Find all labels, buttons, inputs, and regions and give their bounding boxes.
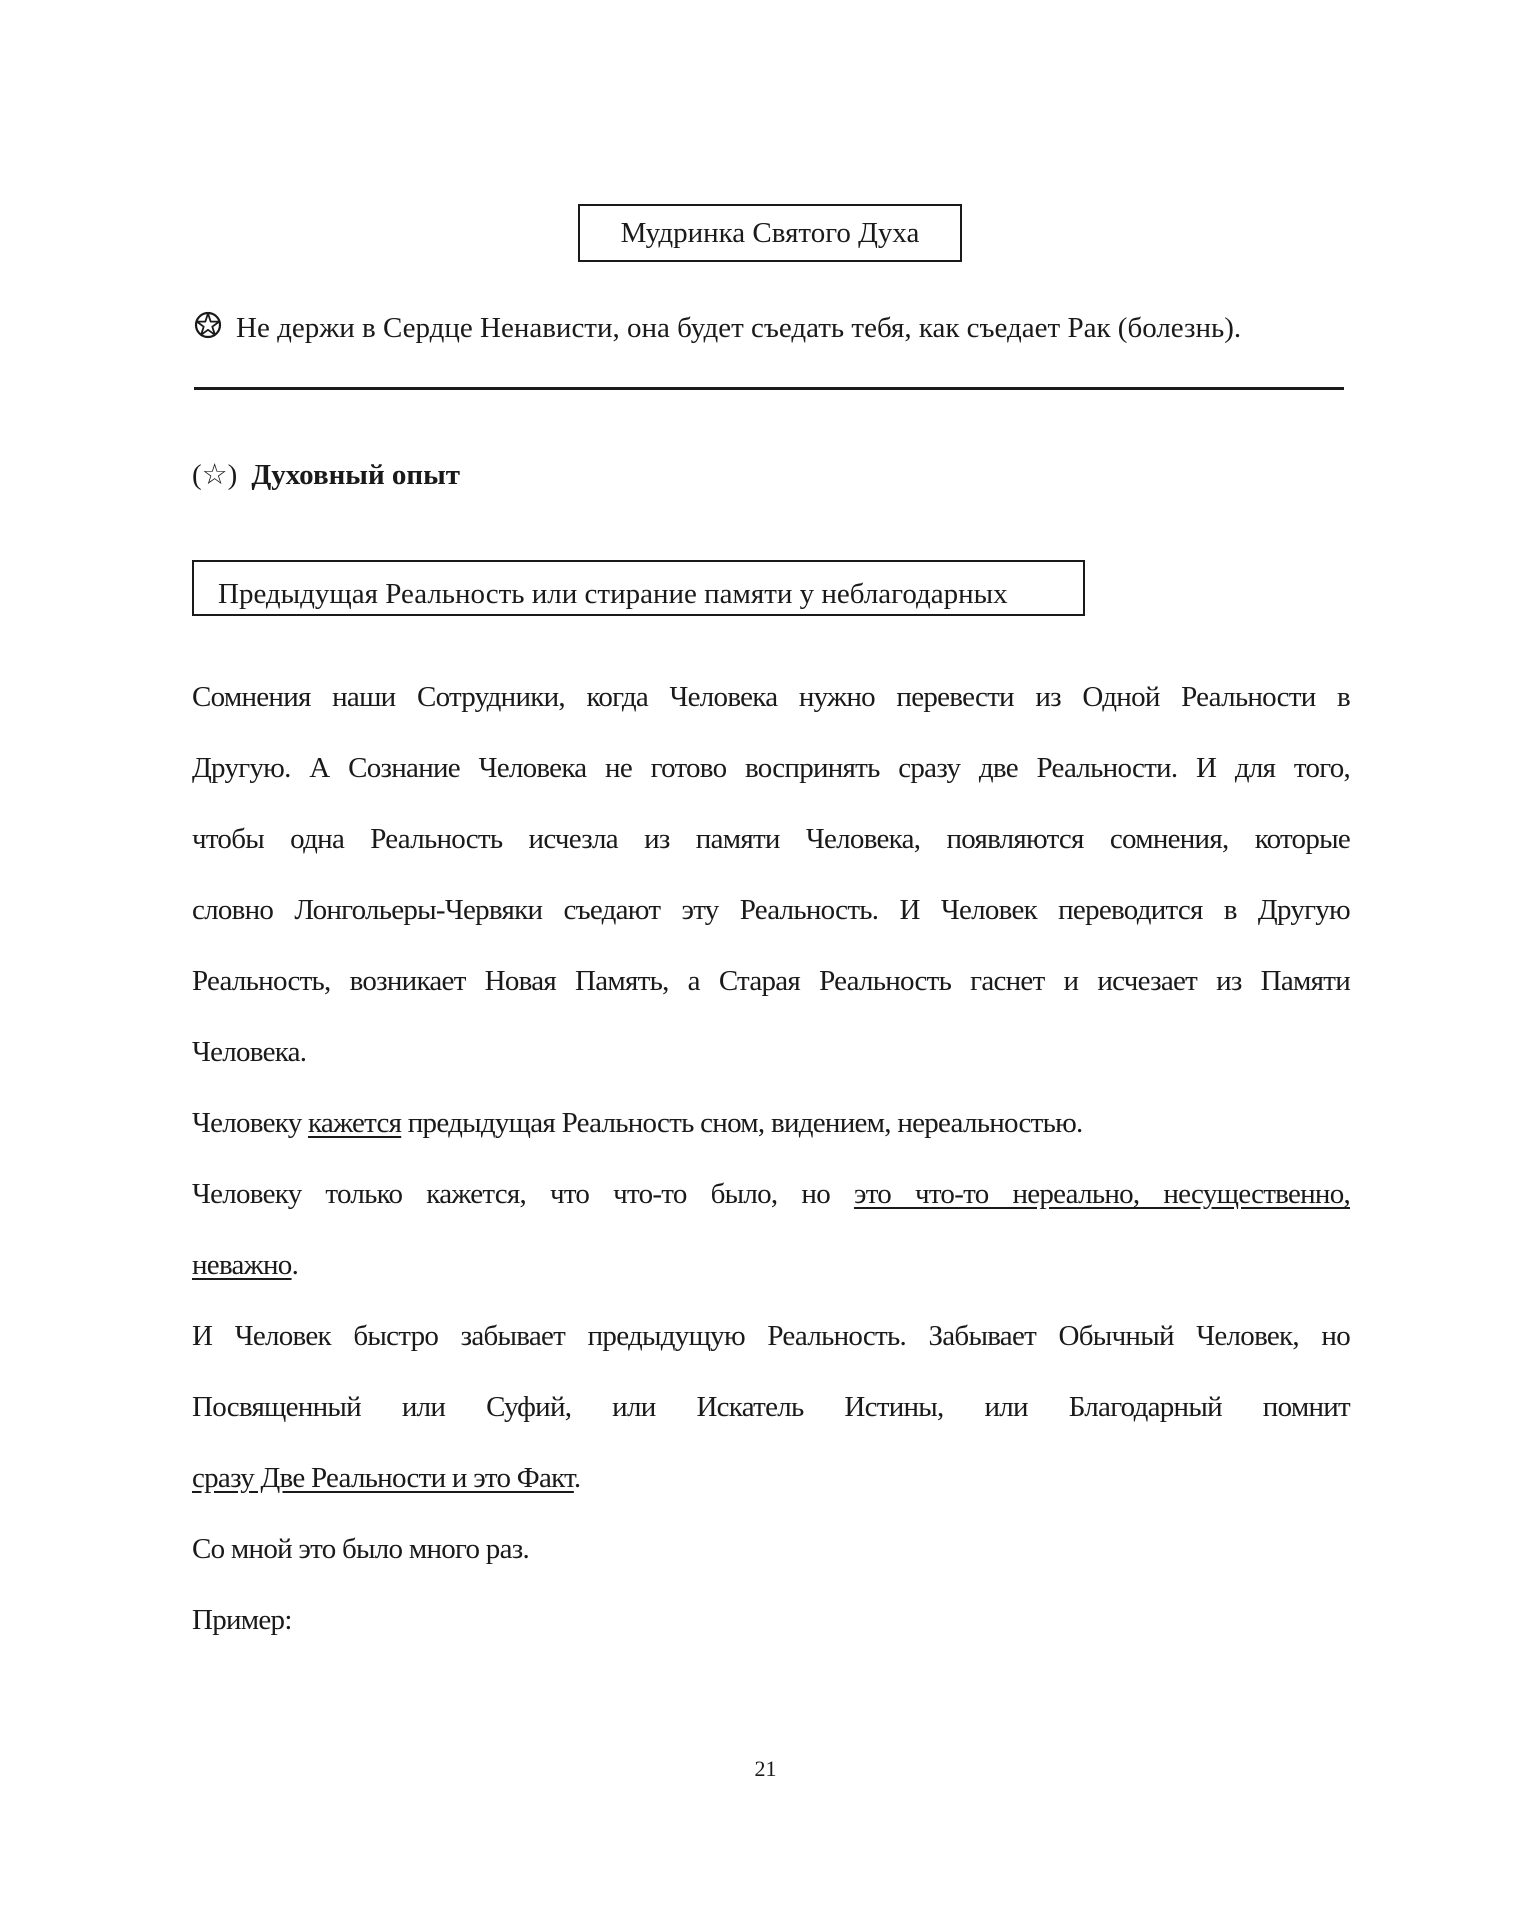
saying-line [194, 312, 1241, 345]
body-line: И Человек быстро забывает предыдущую Реальность. Забывает Обычный Человек, но [192, 1320, 1350, 1352]
text-run: . [573, 1462, 581, 1494]
wisdom-title-box [578, 204, 962, 262]
body-line [192, 1088, 1350, 1159]
divider-line [194, 387, 1344, 390]
underlined-text: это что-то нереально, несущественно, [853, 1178, 1350, 1210]
text-run: Человеку [192, 1107, 308, 1139]
body-line: Посвященный или Суфий, или Искатель Истины, или Благодарный помнит [192, 1391, 1350, 1423]
body-line: Со мной это было много раз. [192, 1533, 529, 1565]
underlined-text: неважно [192, 1249, 292, 1281]
section-star-marker: (☆) [192, 459, 238, 491]
body-line: словно Лонгольеры-Червяки съедают эту Реальность. И Человек переводится в Другую [192, 894, 1350, 926]
body-line: Другую. А Сознание Человека не готово воспринять сразу две Реальности. И для того, [192, 752, 1350, 784]
body-line: Пример: [192, 1604, 292, 1636]
body-line: Человека. [192, 1036, 307, 1068]
body-line [192, 1230, 1350, 1301]
body-line [192, 1159, 1350, 1230]
body-line [192, 1443, 1350, 1514]
pentagram-circle-icon [194, 311, 222, 339]
body-line: чтобы одна Реальность исчезла из памяти Человека, появляются сомнения, которые [192, 823, 1350, 855]
text-run: предыдущая Реальность сном, видением, нереальностью. [401, 1107, 1083, 1139]
section-heading [192, 457, 460, 492]
saying-text: Не держи в Сердце Ненависти, она будет съедать тебя, как съедает Рак (болезнь). [236, 312, 1242, 344]
body-line: Сомнения наши Сотрудники, когда Человека нужно перевести из Одной Реальности в [192, 681, 1350, 713]
text-run: . [291, 1249, 299, 1281]
underlined-text: кажется [308, 1107, 402, 1139]
body-line: Реальность, возникает Новая Память, а Старая Реальность гаснет и исчезает из Памяти [192, 965, 1350, 997]
page-number: 21 [754, 1756, 777, 1781]
text-run: Человеку только кажется, что что-то было, но [192, 1178, 854, 1210]
story-title: Предыдущая Реальность или стирание памяти у неблагодарных [218, 578, 1008, 610]
section-title: Духовный опыт [251, 459, 461, 491]
body-text [192, 662, 1350, 1656]
underlined-text: сразу Две Реальности и это Факт [192, 1462, 574, 1494]
story-title-box [192, 560, 1085, 616]
wisdom-title: Мудринка Святого Духа [620, 216, 920, 249]
